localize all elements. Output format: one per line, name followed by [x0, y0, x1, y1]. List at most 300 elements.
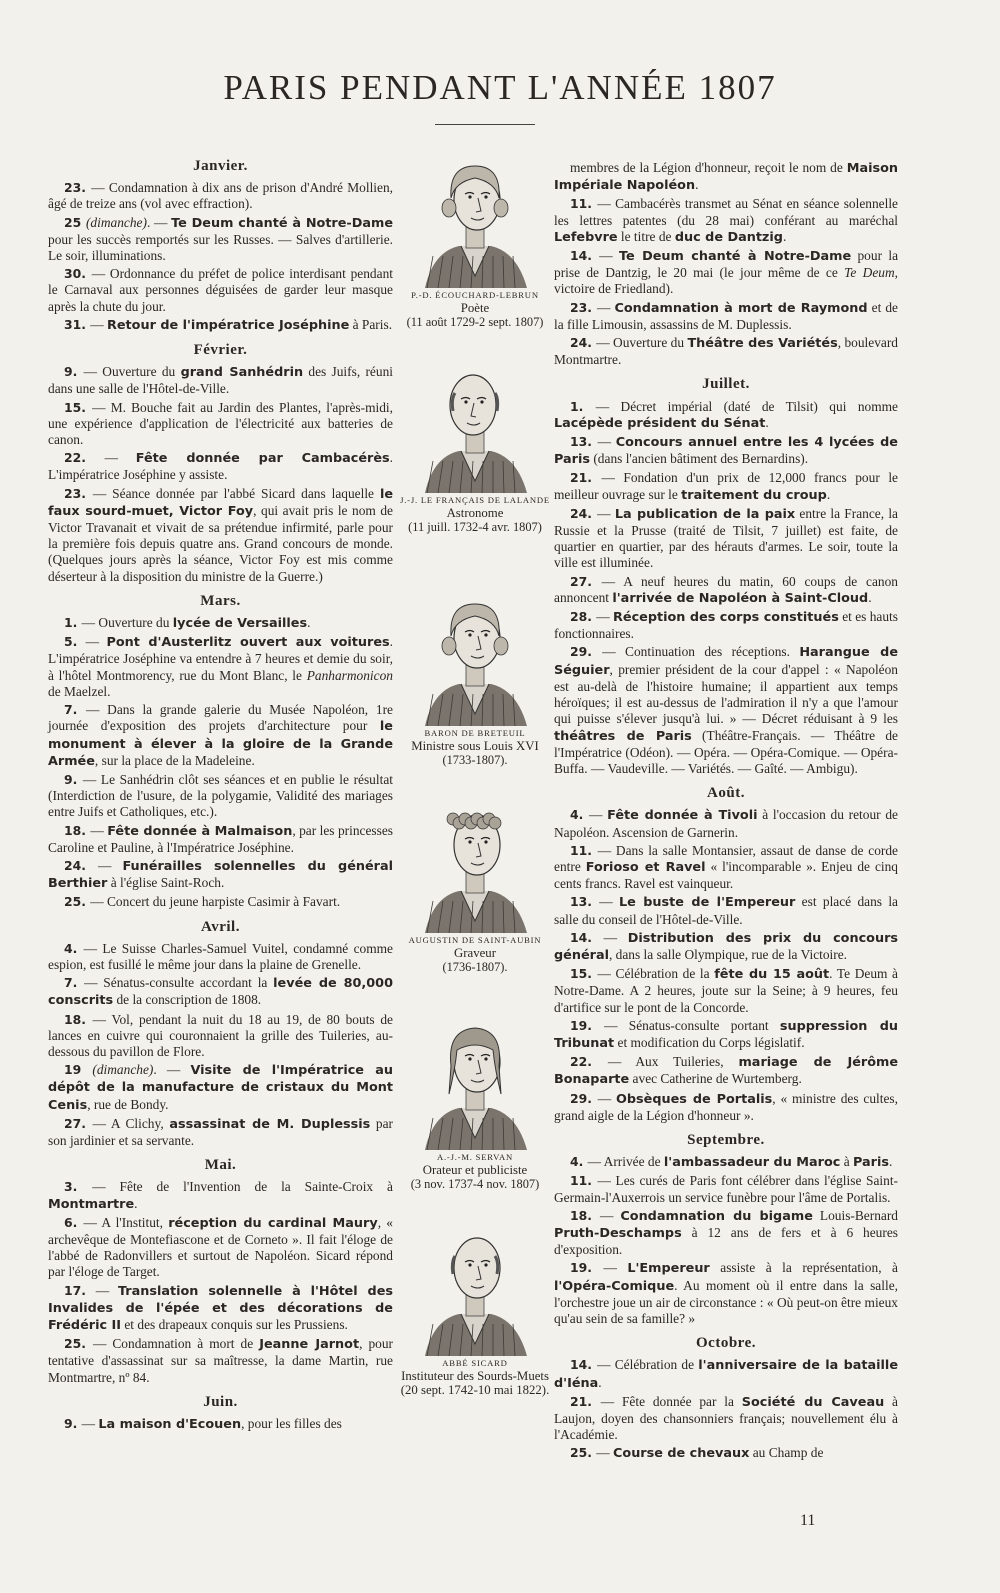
- entry-text: — Décret impérial (daté de Tilsit) qui nomme: [595, 398, 898, 414]
- entry-text: , qui avait pris le nom de Victor Travanait et vivait de sa prétendue infirmité, parle pour la première fois depuis quatre ans. Grand concours de monde. (Quelques jours après la séance, Victor Foy est mis comme déserteur à la disposition du ministre de la Guerre.): [48, 502, 393, 584]
- chronicle-entry: [554, 1208, 898, 1259]
- chronicle-entry: [554, 1357, 898, 1391]
- chronicle-entry: [554, 1445, 898, 1462]
- entry-date: 21.: [570, 1393, 601, 1409]
- entry-highlight: assassinat de M. Duplessis: [169, 1116, 371, 1132]
- portrait-engraving: [415, 1010, 535, 1150]
- page-number: 11: [800, 1512, 816, 1529]
- portrait-name: ABBÉ SICARD: [442, 1358, 508, 1368]
- entry-text: à Paris.: [349, 316, 393, 332]
- entry-text: le titre de: [617, 228, 675, 244]
- entry-date: 1.: [64, 615, 82, 631]
- entry-date: 25.: [64, 894, 91, 910]
- chronicle-entry: [554, 399, 898, 432]
- entry-date: 13.: [570, 894, 600, 910]
- entry-date: 17.: [64, 1282, 96, 1298]
- entry-text: , par les princesses Caroline et Pauline, à l'Impératrice Joséphine.: [48, 822, 393, 855]
- chronicle-entry: [554, 894, 898, 927]
- entry-highlight: lycée de Versailles: [172, 616, 308, 632]
- entry-date: 18.: [64, 822, 91, 838]
- chronicle-entry: [48, 858, 393, 892]
- entry-text: — Le Suisse Charles-Samuel Vuitel, condamné comme espion, est fusillé le même jour dans la plaine de Grenelle.: [48, 940, 393, 972]
- entry-date: 15.: [570, 966, 598, 982]
- entry-text: au Champ de: [749, 1445, 824, 1461]
- entry-text: . —: [153, 1062, 191, 1078]
- chronicle-entry: [554, 434, 898, 468]
- entry-text: — Sénatus-consulte portant: [604, 1017, 780, 1033]
- entry-text: , rue de Bondy.: [87, 1096, 169, 1112]
- entry-text: par son jardinier et sa servante.: [48, 1115, 394, 1148]
- entry-highlight: l'ambassadeur du Maroc: [663, 1155, 841, 1171]
- entry-highlight: Lefebvre: [554, 229, 618, 245]
- entry-highlight: Fête donnée par Cambacérès: [135, 451, 390, 467]
- entry-text: — Séance donnée par l'abbé Sicard dans laquelle: [92, 485, 380, 501]
- entry-text: pour la prise de Dantzig, le 20 mai (le jour même de ce: [554, 248, 899, 281]
- entry-highlight: Fête donnée à Malmaison: [107, 823, 293, 839]
- entry-date: 14.: [570, 929, 604, 945]
- entry-text: est placé dans la salle du conseil de l'Hôtel-de-Ville.: [554, 894, 898, 927]
- entry-text: des Juifs, réuni dans une salle de l'Hôtel-de-Ville.: [48, 364, 393, 397]
- entry-highlight: mariage de Jérôme Bonaparte: [554, 1055, 899, 1088]
- portrait-card: [400, 353, 550, 534]
- month-heading: Janvier.: [193, 158, 248, 174]
- chronicle-entry: [554, 1260, 898, 1327]
- entry-date: 27.: [570, 573, 602, 589]
- entry-text: pour les succès remportés sur les Russes. — Salves d'artillerie. Le soir, illuminations.: [48, 231, 393, 264]
- chronicle-entry: [554, 930, 898, 964]
- portrait-dates: (3 nov. 1737-4 nov. 1807): [410, 1177, 540, 1191]
- entry-text: .: [695, 177, 699, 193]
- entry-text: Louis-Bernard: [812, 1207, 898, 1223]
- entry-text: , « ministre des cultes, grand aigle de la Légion d'honneur ».: [554, 1090, 898, 1123]
- entry-date: 11.: [570, 1173, 598, 1189]
- entry-text: —: [104, 450, 136, 466]
- entry-date: 5.: [64, 634, 86, 650]
- chronicle-entry: [554, 1173, 898, 1205]
- entry-text: —: [596, 299, 615, 315]
- portrait-role: Graveur: [454, 946, 496, 960]
- entry-text: — A neuf heures du matin, 60 coups de canon annoncent: [554, 573, 898, 605]
- entry-date: 1.: [570, 398, 596, 414]
- entry-date: 4.: [64, 940, 84, 956]
- chronicle-entry: [48, 1179, 393, 1212]
- entry-highlight: suppression du Tribunat: [554, 1018, 898, 1051]
- entry-text: et modification du Corps législatif.: [614, 1034, 805, 1050]
- entry-text: — Condamnation à dix ans de prison d'André Mollien, âgé de treize ans (vol avec effraction).: [48, 180, 394, 212]
- entry-date: 30.: [64, 266, 92, 282]
- entry-text: — Fête de l'Invention de la Sainte-Croix à: [92, 1179, 393, 1195]
- entry-text: et des drapeaux conquis sur les Prussiens.: [121, 1317, 348, 1332]
- entry-date: 24.: [570, 505, 598, 521]
- entry-date: 18.: [64, 1011, 93, 1027]
- entry-date: 25.: [570, 1445, 597, 1461]
- entry-highlight: Paris: [852, 1155, 889, 1171]
- chronicle-entry: [48, 1012, 393, 1061]
- entry-date: 9.: [64, 771, 83, 787]
- entry-text: —: [90, 822, 108, 838]
- entry-text: . L'impératrice Joséphine y assiste.: [48, 450, 394, 483]
- entry-text: — Ordonnance du préfet de police interdisant pendant le Carnaval aux personnes déguisées de garder leur masque après la chute du jour.: [48, 266, 393, 314]
- portrait-name: A.-J.-M. SERVAN: [436, 1152, 514, 1162]
- entry-text: —: [597, 434, 616, 450]
- entry-text: à: [840, 1154, 853, 1170]
- chronicle-entry: [48, 317, 393, 334]
- month-heading: Mars.: [200, 592, 241, 609]
- entry-text: — Fête donnée par la: [600, 1393, 742, 1409]
- portrait-engraving: [415, 793, 535, 933]
- chronicle-entry: [48, 702, 393, 770]
- month-heading: Août.: [707, 785, 745, 802]
- portrait-card: [400, 1216, 550, 1397]
- entry-date: 7.: [64, 975, 85, 991]
- entry-text: — Condamnation à mort de: [92, 1336, 260, 1352]
- entry-text: à 12 ans de fers et à 6 heures d'exposition.: [554, 1224, 898, 1258]
- entry-text: et es hauts fonctionnaires.: [554, 609, 898, 642]
- entry-highlight: l'Opéra-Comique: [554, 1278, 675, 1294]
- entry-highlight: Retour de l'impératrice Joséphine: [107, 317, 350, 333]
- entry-text: —: [603, 1260, 628, 1276]
- chronicle-entry: [48, 1336, 393, 1386]
- chronicle-entry: [554, 248, 898, 298]
- chronicle-entry: [554, 1154, 898, 1171]
- entry-text: — Ouverture du: [83, 364, 181, 380]
- chronicle-entry: [554, 1091, 898, 1124]
- entry-text: . L'impératrice Joséphine va entendre à 7 heures et demie du soir, à l'hôtel Montmorency, rue du Mont Blanc, le: [48, 634, 393, 683]
- entry-highlight: Te Deum chanté à Notre-Dame: [618, 249, 852, 265]
- entry-highlight: Concours annuel entre les 4 lycées de Paris: [554, 435, 898, 468]
- portrait-role: Ministre sous Louis XVI: [411, 739, 539, 753]
- chronicle-entry: [48, 941, 393, 973]
- entry-text: (Théâtre-Français. — Théâtre de l'Impératrice (Odéon). — Opéra. — Opéra-Comique. — Opéra-Buffa. — Vaudeville. — Variétés. — Gaîté. — Ambigu).: [554, 727, 898, 776]
- month-heading: Mai.: [204, 1157, 237, 1174]
- chronicle-entry: [48, 486, 393, 585]
- entry-text: assiste à la représentation, à: [709, 1260, 898, 1276]
- portrait-dates: (11 juill. 1732-4 avr. 1807): [408, 520, 542, 534]
- entry-highlight: réception du cardinal Maury: [168, 1215, 378, 1231]
- chronicle-entry: [48, 180, 393, 212]
- entry-text: , boulevard Montmartre.: [554, 335, 898, 368]
- entry-text: —: [95, 1282, 118, 1298]
- chronicle-entry: [554, 966, 898, 1016]
- entry-text: — Dans la grande galerie du Musée Napoléon, 1re journée d'exposition des projets d'architecture pour: [48, 702, 393, 734]
- entry-highlight: L'Empereur: [627, 1261, 710, 1277]
- entry-date: 27.: [64, 1115, 93, 1131]
- entry-text: — Le Sanhédrin clôt ses séances et en publie le résultat (Interdiction de l'usure, de la polygamie, Validité des mariages entre Juifs et Catholiques, etc.).: [48, 771, 393, 820]
- entry-highlight: Translation solennelle à l'Hôtel des Invalides de l'épée et des décorations de Frédéric II: [48, 1283, 394, 1333]
- entry-text: à l'occasion du retour de Napoléon. Ascension de Garnerin.: [554, 807, 898, 840]
- entry-highlight: Obsèques de Portalis: [616, 1091, 773, 1107]
- portrait-column: [400, 148, 550, 1448]
- entry-text: — Célébration de: [597, 1357, 699, 1373]
- portrait-card: [400, 1010, 550, 1191]
- entry-date: 15.: [64, 399, 93, 415]
- chronicle-entry: [554, 335, 898, 368]
- portrait-card: [400, 586, 550, 767]
- portrait-role: Astronome: [446, 506, 504, 520]
- entry-text: .: [134, 1195, 138, 1211]
- portrait-engraving: [415, 148, 535, 288]
- entry-text: , sur la place de la Madeleine.: [94, 752, 255, 768]
- entry-highlight: Funérailles solennelles du général Berthier: [48, 858, 394, 892]
- entry-date: 13.: [570, 434, 598, 450]
- entry-text: . Au moment où il entre dans la salle, l'orchestre joue un air de circonstance : « Où peut-on être mieux qu'au sein de sa famille? »: [554, 1277, 898, 1326]
- entry-date: 7.: [64, 702, 87, 718]
- entry-date: 22.: [570, 1054, 608, 1070]
- portrait-name: AUGUSTIN DE SAINT-AUBIN: [408, 935, 542, 945]
- entry-date: 31.: [64, 316, 91, 332]
- chronicle-entry: [48, 1283, 393, 1335]
- entry-date: 24.: [570, 335, 597, 351]
- entry-text: .: [598, 1374, 602, 1390]
- entry-highlight: Montmartre: [48, 1196, 135, 1212]
- entry-date: 3.: [64, 1179, 93, 1195]
- entry-text: à Laujon, doyen des chansonniers français; nouvellement élu à l'Académie.: [554, 1393, 898, 1443]
- entry-text: de la conscription de 1808.: [113, 992, 262, 1008]
- entry-text: — Arrivée de: [587, 1154, 664, 1170]
- chronicle-entry: [554, 807, 898, 840]
- portrait-engraving: [415, 1216, 535, 1356]
- portrait-role: Poète: [460, 301, 490, 315]
- entry-text: . —: [146, 214, 172, 230]
- entry-date: 4.: [570, 807, 590, 823]
- chronicle-entry: [48, 634, 393, 700]
- month-heading: Juin.: [203, 1393, 238, 1410]
- chronicle-entry: [48, 1116, 393, 1149]
- chronicle-entry: [48, 1215, 393, 1281]
- month-heading: Octobre.: [696, 1335, 756, 1352]
- entry-text: — Continuation des réceptions.: [602, 644, 800, 660]
- entry-date: 29.: [570, 1090, 598, 1106]
- entry-date: 6.: [64, 1214, 84, 1230]
- entry-text: — Fondation d'un prix de 12,000 francs pour le meilleur ouvrage sur le: [554, 470, 898, 502]
- entry-date: 28.: [570, 609, 597, 625]
- chronicle-entry: [48, 364, 393, 397]
- chronicle-entry: [554, 644, 898, 777]
- entry-text: , pour les filles des: [241, 1416, 342, 1432]
- entry-highlight: Théâtre des Variétés: [687, 336, 838, 352]
- chronicle-entry: [48, 450, 393, 483]
- entry-text: et de la fille Limousin, assassins de M. Duplessis.: [554, 299, 898, 332]
- entry-highlight: Pruth-Deschamps: [554, 1225, 682, 1241]
- entry-text: .: [868, 589, 872, 605]
- chronicle-entry: [48, 772, 393, 821]
- portrait-card: [400, 793, 550, 974]
- entry-text: —: [597, 1090, 616, 1106]
- entry-date: 14.: [570, 248, 600, 264]
- entry-date: 23.: [64, 180, 92, 196]
- entry-text: , dans la salle Olympique, rue de la Victoire.: [608, 946, 848, 962]
- portrait-name: J.-J. LE FRANÇAIS DE LALANDE: [400, 495, 550, 505]
- entry-date: 21.: [570, 470, 602, 486]
- entry-text: , « archevêque de Montefiascone et de Corneto ». Il fait l'éloge de l'abbé de Radonvillers et surtout de Napoléon. Sicard répond par l'éloge de Target.: [48, 1214, 393, 1280]
- entry-text: « l'incomparable ». Enjeu de cinq cents francs. Ravel est vainqueur.: [554, 858, 898, 892]
- entry-highlight: Forioso et Ravel: [585, 859, 706, 875]
- entry-highlight: le monument à élever à la gloire de la Grande Armée: [48, 719, 393, 769]
- entry-text: —: [597, 505, 615, 521]
- entry-highlight: Réception des corps constitués: [613, 610, 839, 626]
- portrait-engraving: [415, 586, 535, 726]
- entry-date: 11.: [570, 842, 598, 858]
- portrait-dates: (1733-1807).: [442, 753, 508, 767]
- entry-text: —: [90, 316, 108, 332]
- entry-text: , victoire de Friedland).: [554, 265, 898, 297]
- chronicle-entry: [48, 266, 393, 315]
- entry-date: 4.: [570, 1154, 588, 1170]
- entry-text: —: [97, 857, 123, 873]
- chronicle-entry: [554, 506, 898, 572]
- entry-highlight: Course de chevaux: [613, 1446, 750, 1462]
- entry-text: — Ouverture du: [81, 615, 173, 631]
- entry-highlight: La maison d'Ecouen: [98, 1417, 242, 1433]
- entry-highlight: Te Deum chanté à Notre-Dame: [171, 215, 394, 231]
- chronicle-entry: [48, 615, 393, 632]
- entry-text: à l'église Saint-Roch.: [107, 875, 225, 891]
- entry-highlight: levée de 80,000 conscrits: [48, 976, 393, 1009]
- entry-text: — Ouverture du: [596, 335, 688, 351]
- chronicle-entry: [554, 609, 898, 642]
- portrait-name: BARON DE BRETEUIL: [424, 728, 526, 738]
- entry-highlight: traitement du croup: [681, 487, 827, 503]
- portrait-role: Orateur et publiciste: [422, 1163, 528, 1177]
- entry-text: —: [85, 634, 107, 650]
- entry-text: —: [599, 894, 619, 910]
- entry-highlight: Maison Impériale Napoléon: [554, 161, 898, 194]
- chronicle-entry: [48, 823, 393, 856]
- portrait-card: [400, 148, 550, 329]
- chronicle-entry: [48, 1416, 393, 1433]
- chronicle-entry: [554, 1018, 898, 1052]
- entry-text: —: [81, 1416, 99, 1432]
- entry-date: 11.: [570, 196, 598, 212]
- left-column: [48, 150, 393, 1435]
- entry-date: 23.: [570, 299, 597, 315]
- chronicle-entry: [48, 400, 393, 449]
- entry-date: 24.: [64, 857, 98, 873]
- entry-text: .: [888, 1154, 893, 1170]
- entry-text: (dimanche): [92, 1062, 154, 1078]
- entry-date: 25: [64, 214, 86, 230]
- chronicle-entry: [48, 975, 393, 1009]
- entry-highlight: duc de Dantzig: [674, 229, 783, 245]
- entry-date: 14.: [570, 1357, 598, 1373]
- portrait-dates: (11 août 1729-2 sept. 1807): [406, 315, 544, 329]
- entry-highlight: théâtres de Paris: [554, 728, 692, 744]
- entry-text: .: [765, 414, 769, 430]
- entry-text: entre la France, la Russie et la Prusse (traité de Tilsit, 7 juillet) est faite, de quartier en quartier, par des hérauts d'armes. Le soir, toute la ville est illuminée.: [554, 505, 898, 571]
- entry-date: 9.: [64, 1416, 82, 1432]
- entry-highlight: Le buste de l'Empereur: [619, 895, 796, 911]
- chronicle-entry: [554, 160, 898, 194]
- entry-date: 19.: [570, 1017, 605, 1033]
- portrait-role: Instituteur des Sourds-Muets (20 sept. 1742-10 mai 1822).: [400, 1369, 550, 1397]
- entry-highlight: Condamnation à mort de Raymond: [614, 300, 868, 316]
- entry-text: —: [603, 929, 628, 945]
- entry-highlight: Visite de l'Impératrice au dépôt de la manufacture de cristaux du Mont Cenis: [48, 1063, 393, 1113]
- entry-date: 19: [64, 1062, 93, 1078]
- month-heading: Avril.: [201, 918, 240, 935]
- entry-text: membres de la Légion d'honneur, reçoit le nom de: [570, 160, 847, 175]
- entry-text: —: [589, 807, 608, 823]
- chronicle-entry: [48, 894, 393, 910]
- entry-highlight: fête du 15 août: [714, 967, 830, 983]
- chronicle-entry: [48, 215, 393, 265]
- chronicle-entry: [554, 574, 898, 607]
- entry-highlight: Jeanne Jarnot: [259, 1337, 360, 1353]
- entry-text: — Les curés de Paris font célébrer dans l'église Saint-Germain-l'Auxerrois un service funèbre pour l'âme de Portalis.: [554, 1173, 898, 1205]
- entry-text: — Vol, pendant la nuit du 18 au 19, de 80 bouts de lances en cuivre qui couronnaient la grille des Tuileries, au-dessous du pavillon de Flore.: [48, 1011, 393, 1059]
- page-title: PARIS PENDANT L'ANNÉE 1807: [223, 68, 777, 107]
- entry-text: — M. Bouche fait au Jardin des Plantes, l'après-midi, une expérience d'application de l'électricité aux batteries de canon.: [48, 399, 393, 448]
- entry-highlight: Condamnation du bigame: [620, 1208, 813, 1224]
- month-heading: Février.: [193, 342, 248, 359]
- chronicle-entry: [48, 1062, 393, 1114]
- entry-text: .: [782, 228, 787, 244]
- entry-text: —: [599, 1207, 621, 1223]
- right-column: [554, 160, 898, 1465]
- entry-text: — Célébration de la: [597, 966, 715, 982]
- portrait-dates: (1736-1807).: [442, 960, 508, 974]
- entry-highlight: Harangue de Séguier: [554, 645, 898, 678]
- entry-text: —: [596, 609, 614, 625]
- entry-text: —: [599, 248, 619, 264]
- entry-highlight: La publication de la paix: [614, 506, 796, 522]
- entry-highlight: l'anniversaire de la bataille d'Iéna: [554, 1358, 899, 1391]
- portrait-engraving: [415, 353, 535, 493]
- entry-text: Panharmonicon: [306, 667, 393, 683]
- entry-text: .: [307, 615, 311, 631]
- entry-highlight: Lacépède président du Sénat: [554, 415, 766, 431]
- entry-date: 29.: [570, 644, 603, 660]
- month-heading: Juillet.: [702, 376, 750, 393]
- entry-highlight: grand Sanhédrin: [180, 365, 304, 381]
- entry-text: (dans l'ancien bâtiment des Bernardins).: [590, 451, 809, 467]
- entry-date: 22.: [64, 450, 105, 466]
- entry-highlight: Distribution des prix du concours général: [554, 930, 898, 963]
- entry-date: 25.: [64, 1336, 93, 1352]
- entry-text: Te Deum: [844, 265, 895, 281]
- entry-text: — Sénatus-consulte accordant la: [84, 975, 274, 991]
- chronicle-entry: [554, 470, 898, 503]
- month-heading: Septembre.: [687, 1131, 765, 1148]
- entry-text: — A l'Institut,: [83, 1214, 169, 1230]
- entry-text: — Dans la salle Montansier, assaut de danse de corde entre: [554, 842, 898, 874]
- entry-highlight: le faux sourd-muet, Victor Foy: [48, 486, 394, 519]
- entry-text: — Concert du jeune harpiste Casimir à Favart.: [90, 894, 341, 910]
- entry-text: de Maelzel.: [48, 683, 111, 699]
- entry-date: 9.: [64, 364, 84, 380]
- entry-text: — Cambacérès transmet au Sénat en séance solennelle les lettres patentes (du 28 mai) conférant au maréchal: [554, 196, 898, 228]
- chronicle-entry: [554, 300, 898, 333]
- chronicle-entry: [554, 843, 898, 893]
- entry-date: 19.: [570, 1260, 604, 1276]
- entry-date: 23.: [64, 485, 93, 501]
- title-rule: [435, 124, 535, 125]
- entry-text: — A Clichy,: [92, 1115, 170, 1131]
- portrait-name: P.-D. ÉCOUCHARD-LEBRUN: [411, 290, 539, 300]
- entry-date: 18.: [570, 1207, 600, 1223]
- entry-highlight: Pont d'Austerlitz ouvert aux voitures: [106, 635, 390, 651]
- entry-highlight: Société du Caveau: [741, 1394, 885, 1410]
- entry-text: —: [596, 1445, 614, 1461]
- entry-highlight: l'arrivée de Napoléon à Saint-Cloud: [612, 590, 869, 606]
- entry-text: (dimanche): [85, 214, 147, 230]
- chronicle-entry: [554, 1054, 898, 1088]
- chronicle-entry: [554, 1394, 898, 1444]
- entry-text: .: [826, 486, 831, 502]
- entry-text: , premier président de la cour d'appel : « Napoléon est au-delà de l'histoire humaine; il appartient aux temps héroïques; il est au-dessus de l'admiration il n'y a que l'amour qui puisse s'élever jusqu'à lui. » — Décret réduisant à 9 les: [554, 661, 898, 727]
- entry-text: . Te Deum à Notre-Dame. A 2 heures, joute sur la Seine; à 9 heures, feu d'artifice sur le pont de la Concorde.: [554, 966, 898, 1015]
- chronicle-entry: [554, 196, 898, 246]
